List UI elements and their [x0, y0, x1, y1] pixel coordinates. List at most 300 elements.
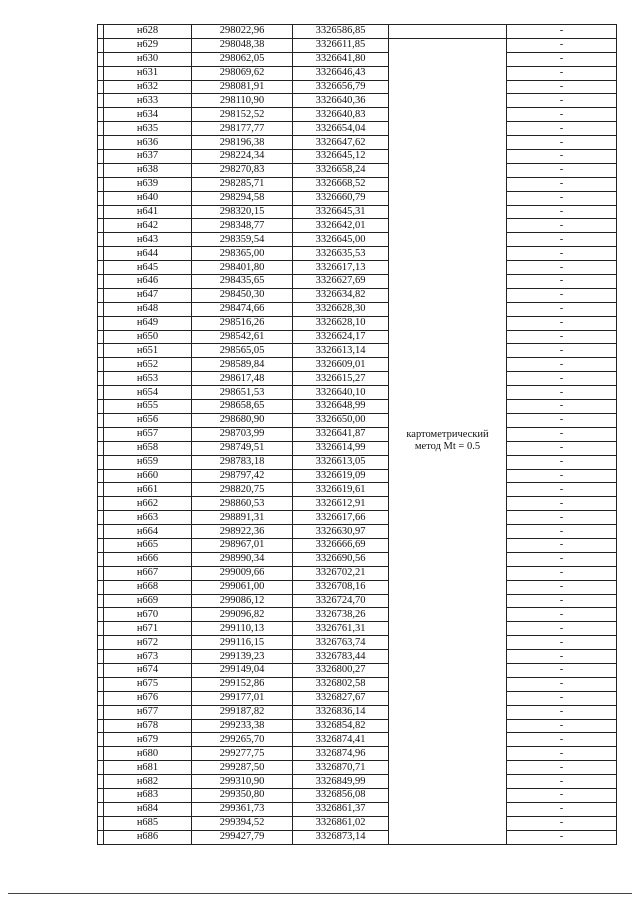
table-row — [98, 691, 617, 705]
dash-cell: - — [507, 163, 617, 177]
coordinate-y: 3326650,00 — [293, 413, 389, 427]
point-name: н649 — [104, 316, 192, 330]
coordinate-y: 3326660,79 — [293, 191, 389, 205]
coordinate-x: 298749,51 — [192, 441, 293, 455]
dash-cell: - — [507, 525, 617, 539]
coordinate-x: 298365,00 — [192, 247, 293, 261]
coordinate-x: 298294,58 — [192, 191, 293, 205]
coordinate-y: 3326609,01 — [293, 358, 389, 372]
dash-cell: - — [507, 275, 617, 289]
point-name: н645 — [104, 261, 192, 275]
point-name: н666 — [104, 552, 192, 566]
coordinate-x: 298048,38 — [192, 38, 293, 52]
dash-cell: - — [507, 247, 617, 261]
coordinate-y: 3326724,70 — [293, 594, 389, 608]
table-row — [98, 455, 617, 469]
dash-cell: - — [507, 288, 617, 302]
dash-cell: - — [507, 483, 617, 497]
bottom-rule — [8, 893, 632, 894]
coordinate-y: 3326708,16 — [293, 580, 389, 594]
table-row — [98, 316, 617, 330]
dash-cell: - — [507, 455, 617, 469]
coordinate-y: 3326702,21 — [293, 566, 389, 580]
coordinate-y: 3326763,74 — [293, 636, 389, 650]
point-name: н630 — [104, 52, 192, 66]
coordinate-x: 298196,38 — [192, 136, 293, 150]
dash-cell: - — [507, 177, 617, 191]
point-name: н684 — [104, 802, 192, 816]
point-name: н640 — [104, 191, 192, 205]
coordinate-y: 3326738,26 — [293, 608, 389, 622]
table-row — [98, 427, 617, 441]
coordinate-x: 298922,36 — [192, 525, 293, 539]
coordinate-y: 3326861,02 — [293, 816, 389, 830]
dash-cell: - — [507, 830, 617, 844]
coordinate-x: 299061,00 — [192, 580, 293, 594]
table-row — [98, 594, 617, 608]
dash-cell: - — [507, 38, 617, 52]
table-row — [98, 275, 617, 289]
coordinate-y: 3326668,52 — [293, 177, 389, 191]
coordinate-y: 3326640,36 — [293, 94, 389, 108]
coordinate-x: 298990,34 — [192, 552, 293, 566]
coordinate-x: 298401,80 — [192, 261, 293, 275]
coordinates-table-body — [98, 25, 617, 845]
coordinate-x: 298450,30 — [192, 288, 293, 302]
coordinate-y: 3326619,09 — [293, 469, 389, 483]
coordinate-y: 3326640,83 — [293, 108, 389, 122]
point-name: н676 — [104, 691, 192, 705]
point-name: н646 — [104, 275, 192, 289]
point-name: н637 — [104, 150, 192, 164]
table-row — [98, 705, 617, 719]
dash-cell: - — [507, 497, 617, 511]
coordinate-x: 298110,90 — [192, 94, 293, 108]
coordinate-y: 3326861,37 — [293, 802, 389, 816]
table-row — [98, 636, 617, 650]
point-name: н673 — [104, 650, 192, 664]
point-name: н668 — [104, 580, 192, 594]
coordinate-y: 3326666,69 — [293, 538, 389, 552]
coordinate-x: 298022,96 — [192, 25, 293, 39]
table-row — [98, 344, 617, 358]
method-note-line2: метод Mt = 0.5 — [414, 441, 481, 453]
coordinate-x: 298617,48 — [192, 372, 293, 386]
coordinate-y: 3326617,13 — [293, 261, 389, 275]
coordinate-y: 3326635,53 — [293, 247, 389, 261]
coordinate-y: 3326802,58 — [293, 677, 389, 691]
table-row — [98, 622, 617, 636]
coordinate-y: 3326656,79 — [293, 80, 389, 94]
dash-cell: - — [507, 761, 617, 775]
dash-cell: - — [507, 122, 617, 136]
coordinate-x: 298658,65 — [192, 400, 293, 414]
point-name: н651 — [104, 344, 192, 358]
coordinate-x: 299149,04 — [192, 663, 293, 677]
table-row — [98, 108, 617, 122]
coordinate-x: 298651,53 — [192, 386, 293, 400]
coordinate-y: 3326645,12 — [293, 150, 389, 164]
dash-cell: - — [507, 80, 617, 94]
table-row — [98, 288, 617, 302]
point-name: н665 — [104, 538, 192, 552]
dash-cell: - — [507, 691, 617, 705]
coordinate-x: 299427,79 — [192, 830, 293, 844]
coordinate-y: 3326612,91 — [293, 497, 389, 511]
coordinate-x: 299009,66 — [192, 566, 293, 580]
table-row — [98, 358, 617, 372]
table-row — [98, 122, 617, 136]
coordinate-y: 3326624,17 — [293, 330, 389, 344]
coordinate-y: 3326761,31 — [293, 622, 389, 636]
point-name: н641 — [104, 205, 192, 219]
table-row — [98, 413, 617, 427]
coordinate-y: 3326874,96 — [293, 747, 389, 761]
coordinate-x: 298177,77 — [192, 122, 293, 136]
table-row — [98, 650, 617, 664]
point-name: н632 — [104, 80, 192, 94]
coordinate-x: 298967,01 — [192, 538, 293, 552]
method-note-cell — [389, 38, 507, 844]
table-row — [98, 830, 617, 844]
dash-cell: - — [507, 719, 617, 733]
coordinate-x: 298285,71 — [192, 177, 293, 191]
table-row — [98, 719, 617, 733]
dash-cell: - — [507, 108, 617, 122]
dash-cell: - — [507, 775, 617, 789]
table-row — [98, 136, 617, 150]
coordinate-y: 3326849,99 — [293, 775, 389, 789]
table-row — [98, 386, 617, 400]
table-row — [98, 608, 617, 622]
coordinate-y: 3326836,14 — [293, 705, 389, 719]
point-name: н675 — [104, 677, 192, 691]
dash-cell: - — [507, 386, 617, 400]
coordinate-x: 299139,23 — [192, 650, 293, 664]
point-name: н679 — [104, 733, 192, 747]
coordinate-x: 299361,73 — [192, 802, 293, 816]
point-name: н654 — [104, 386, 192, 400]
coordinate-x: 298703,99 — [192, 427, 293, 441]
dash-cell: - — [507, 302, 617, 316]
point-name: н669 — [104, 594, 192, 608]
table-row — [98, 25, 617, 39]
method-cell-empty — [389, 25, 507, 39]
point-name: н642 — [104, 219, 192, 233]
coordinate-y: 3326645,00 — [293, 233, 389, 247]
coordinate-x: 298320,15 — [192, 205, 293, 219]
dash-cell: - — [507, 191, 617, 205]
dash-cell: - — [507, 400, 617, 414]
coordinate-y: 3326690,56 — [293, 552, 389, 566]
table-row — [98, 205, 617, 219]
coordinate-x: 298516,26 — [192, 316, 293, 330]
dash-cell: - — [507, 52, 617, 66]
dash-cell: - — [507, 205, 617, 219]
point-name: н629 — [104, 38, 192, 52]
method-note-line1: картометрический — [406, 429, 489, 441]
dash-cell: - — [507, 663, 617, 677]
point-name: н643 — [104, 233, 192, 247]
point-name: н664 — [104, 525, 192, 539]
dash-cell: - — [507, 788, 617, 802]
point-name: н631 — [104, 66, 192, 80]
table-row — [98, 775, 617, 789]
coordinate-x: 298359,54 — [192, 233, 293, 247]
coordinate-y: 3326854,82 — [293, 719, 389, 733]
point-name: н653 — [104, 372, 192, 386]
table-row — [98, 150, 617, 164]
table-row — [98, 52, 617, 66]
table-row — [98, 802, 617, 816]
coordinate-x: 298565,05 — [192, 344, 293, 358]
coordinate-x: 298797,42 — [192, 469, 293, 483]
coordinate-y: 3326648,99 — [293, 400, 389, 414]
dash-cell: - — [507, 233, 617, 247]
point-name: н636 — [104, 136, 192, 150]
coordinate-y: 3326614,99 — [293, 441, 389, 455]
table-row — [98, 330, 617, 344]
coordinate-y: 3326827,67 — [293, 691, 389, 705]
table-row — [98, 66, 617, 80]
coordinate-y: 3326641,80 — [293, 52, 389, 66]
table-row — [98, 441, 617, 455]
coordinate-y: 3326783,44 — [293, 650, 389, 664]
table-row — [98, 261, 617, 275]
coordinate-x: 298891,31 — [192, 511, 293, 525]
coordinate-x: 299177,01 — [192, 691, 293, 705]
coordinate-y: 3326630,97 — [293, 525, 389, 539]
table-row — [98, 469, 617, 483]
dash-cell: - — [507, 636, 617, 650]
dash-cell: - — [507, 566, 617, 580]
coordinate-x: 298081,91 — [192, 80, 293, 94]
coordinate-x: 299265,70 — [192, 733, 293, 747]
dash-cell: - — [507, 441, 617, 455]
dash-cell: - — [507, 622, 617, 636]
coordinate-x: 298348,77 — [192, 219, 293, 233]
dash-cell: - — [507, 594, 617, 608]
point-name: н638 — [104, 163, 192, 177]
point-name: н635 — [104, 122, 192, 136]
point-name: н634 — [104, 108, 192, 122]
table-row — [98, 177, 617, 191]
point-name: н661 — [104, 483, 192, 497]
coordinate-y: 3326870,71 — [293, 761, 389, 775]
coordinate-y: 3326642,01 — [293, 219, 389, 233]
dash-cell: - — [507, 705, 617, 719]
dash-cell: - — [507, 552, 617, 566]
point-name: н685 — [104, 816, 192, 830]
coordinate-x: 299277,75 — [192, 747, 293, 761]
point-name: н628 — [104, 25, 192, 39]
point-name: н678 — [104, 719, 192, 733]
coordinates-table — [97, 24, 617, 845]
dash-cell: - — [507, 344, 617, 358]
table-row — [98, 247, 617, 261]
table-row — [98, 566, 617, 580]
table-row — [98, 163, 617, 177]
table-row — [98, 525, 617, 539]
coordinate-x: 299350,80 — [192, 788, 293, 802]
coordinate-y: 3326613,14 — [293, 344, 389, 358]
coordinate-y: 3326646,43 — [293, 66, 389, 80]
dash-cell: - — [507, 66, 617, 80]
dash-cell: - — [507, 219, 617, 233]
table-row — [98, 816, 617, 830]
coordinate-x: 299116,15 — [192, 636, 293, 650]
point-name: н682 — [104, 775, 192, 789]
dash-cell: - — [507, 538, 617, 552]
point-name: н633 — [104, 94, 192, 108]
coordinate-x: 298062,05 — [192, 52, 293, 66]
coordinate-x: 298542,61 — [192, 330, 293, 344]
table-row — [98, 761, 617, 775]
coordinate-x: 298270,83 — [192, 163, 293, 177]
coordinate-x: 299394,52 — [192, 816, 293, 830]
table-row — [98, 788, 617, 802]
table-row — [98, 538, 617, 552]
coordinate-x: 299233,38 — [192, 719, 293, 733]
point-name: н644 — [104, 247, 192, 261]
table-row — [98, 663, 617, 677]
table-row — [98, 38, 617, 52]
dash-cell: - — [507, 802, 617, 816]
table-row — [98, 677, 617, 691]
coordinate-y: 3326647,62 — [293, 136, 389, 150]
table-row — [98, 552, 617, 566]
point-name: н686 — [104, 830, 192, 844]
point-name: н674 — [104, 663, 192, 677]
coordinate-x: 298152,52 — [192, 108, 293, 122]
coordinate-x: 298783,18 — [192, 455, 293, 469]
point-name: н659 — [104, 455, 192, 469]
dash-cell: - — [507, 427, 617, 441]
coordinate-x: 299152,86 — [192, 677, 293, 691]
dash-cell: - — [507, 650, 617, 664]
point-name: н681 — [104, 761, 192, 775]
point-name: н639 — [104, 177, 192, 191]
coordinate-x: 299096,82 — [192, 608, 293, 622]
dash-cell: - — [507, 608, 617, 622]
coordinate-y: 3326628,30 — [293, 302, 389, 316]
point-name: н657 — [104, 427, 192, 441]
coordinate-y: 3326874,41 — [293, 733, 389, 747]
point-name: н663 — [104, 511, 192, 525]
coordinate-x: 299287,50 — [192, 761, 293, 775]
point-name: н680 — [104, 747, 192, 761]
point-name: н655 — [104, 400, 192, 414]
table-row — [98, 747, 617, 761]
dash-cell: - — [507, 580, 617, 594]
coordinate-x: 298069,62 — [192, 66, 293, 80]
point-name: н652 — [104, 358, 192, 372]
coordinate-y: 3326611,85 — [293, 38, 389, 52]
coordinate-x: 298589,84 — [192, 358, 293, 372]
dash-cell: - — [507, 330, 617, 344]
table-row — [98, 400, 617, 414]
coordinate-y: 3326613,05 — [293, 455, 389, 469]
coordinate-x: 299187,82 — [192, 705, 293, 719]
point-name: н647 — [104, 288, 192, 302]
dash-cell: - — [507, 261, 617, 275]
dash-cell: - — [507, 372, 617, 386]
coordinate-y: 3326856,08 — [293, 788, 389, 802]
point-name: н662 — [104, 497, 192, 511]
table-row — [98, 191, 617, 205]
table-row — [98, 483, 617, 497]
coordinate-x: 299310,90 — [192, 775, 293, 789]
coordinate-y: 3326654,04 — [293, 122, 389, 136]
point-name: н677 — [104, 705, 192, 719]
coordinate-y: 3326586,85 — [293, 25, 389, 39]
coordinate-y: 3326645,31 — [293, 205, 389, 219]
coordinate-y: 3326617,66 — [293, 511, 389, 525]
coordinate-x: 298474,66 — [192, 302, 293, 316]
table-row — [98, 497, 617, 511]
coordinate-y: 3326800,27 — [293, 663, 389, 677]
point-name: н650 — [104, 330, 192, 344]
table-row — [98, 733, 617, 747]
coordinate-x: 298860,53 — [192, 497, 293, 511]
coordinate-x: 298435,65 — [192, 275, 293, 289]
table-row — [98, 372, 617, 386]
dash-cell: - — [507, 733, 617, 747]
dash-cell: - — [507, 136, 617, 150]
table-row — [98, 94, 617, 108]
coordinate-x: 298680,90 — [192, 413, 293, 427]
dash-cell: - — [507, 358, 617, 372]
coordinate-y: 3326628,10 — [293, 316, 389, 330]
point-name: н656 — [104, 413, 192, 427]
point-name: н671 — [104, 622, 192, 636]
coordinate-y: 3326634,82 — [293, 288, 389, 302]
table-row — [98, 511, 617, 525]
point-name: н672 — [104, 636, 192, 650]
dash-cell: - — [507, 316, 617, 330]
dash-cell: - — [507, 94, 617, 108]
table-row — [98, 302, 617, 316]
dash-cell: - — [507, 25, 617, 39]
table-row — [98, 580, 617, 594]
point-name: н670 — [104, 608, 192, 622]
coordinate-y: 3326640,10 — [293, 386, 389, 400]
dash-cell: - — [507, 677, 617, 691]
point-name: н683 — [104, 788, 192, 802]
coordinate-y: 3326641,87 — [293, 427, 389, 441]
table-row — [98, 219, 617, 233]
table-row — [98, 233, 617, 247]
point-name: н658 — [104, 441, 192, 455]
point-name: н660 — [104, 469, 192, 483]
coordinate-x: 298820,75 — [192, 483, 293, 497]
coordinate-y: 3326658,24 — [293, 163, 389, 177]
dash-cell: - — [507, 150, 617, 164]
point-name: н648 — [104, 302, 192, 316]
coordinate-y: 3326627,69 — [293, 275, 389, 289]
coordinate-x: 298224,34 — [192, 150, 293, 164]
dash-cell: - — [507, 469, 617, 483]
coordinate-x: 299110,13 — [192, 622, 293, 636]
coordinate-x: 299086,12 — [192, 594, 293, 608]
dash-cell: - — [507, 747, 617, 761]
coordinate-y: 3326619,61 — [293, 483, 389, 497]
table-row — [98, 80, 617, 94]
point-name: н667 — [104, 566, 192, 580]
dash-cell: - — [507, 816, 617, 830]
dash-cell: - — [507, 413, 617, 427]
dash-cell: - — [507, 511, 617, 525]
